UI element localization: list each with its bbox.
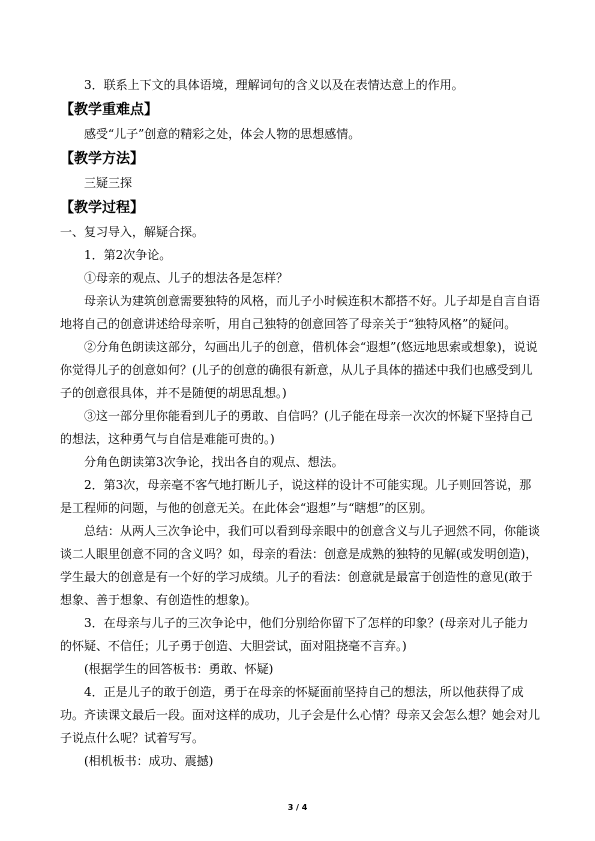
document-body <box>60 74 540 773</box>
methods-text: 三疑三探 <box>84 176 133 190</box>
board-note-1: (根据学生的回答板书：勇敢、怀疑) <box>84 662 274 676</box>
page-number: 3 / 4 <box>287 803 308 812</box>
debate-2-title: 1．第2次争论。 <box>84 248 172 262</box>
question-1: ①母亲的观点、儿子的想法各是怎样？ <box>84 271 289 285</box>
answer-1: 母亲认为建筑创意需要独特的风格，而儿子小时候连积木都搭不好。儿子却是自言自语地将自己的创意讲述给母亲听，用自己独特的创意回答了母亲关于“独特风格”的疑问。 <box>60 294 541 331</box>
objective-3: 3．联系上下文的具体语境，理解词句的含义以及在表情达意上的作用。 <box>84 78 464 92</box>
key-points-text: 感受“儿子”创意的精彩之处，体会人物的思想感情。 <box>84 127 361 141</box>
process-step-1: 一、复习导入，解疑合探。 <box>60 225 205 239</box>
question-2: ②分角色朗读这部分，勾画出儿子的创意，借机体会“遐想”(悠远地思索或想象)，说说你觉得儿子的创意如何？(儿子的创意的确很有新意，从儿子具体的描述中我们也感受到儿子的创意很具体，并不是随便的胡思乱想。) <box>60 340 538 400</box>
board-note-2: (相机板书：成功、震撼) <box>84 754 214 768</box>
section-heading-process: 【教学过程】 <box>60 200 144 216</box>
section-heading-methods: 【教学方法】 <box>60 151 144 167</box>
section-heading-key-points: 【教学重难点】 <box>60 102 158 118</box>
summary-text: 总结：从两人三次争论中，我们可以看到母亲眼中的创意含义与儿子迥然不同，你能谈谈二人眼里创意不同的含义吗？如，母亲的看法：创意是成熟的独特的见解(或发明创造)，学生最大的创意是有一个好的学习成绩。儿子的看法：创意就是最富于创造性的意见(敢于想象、善于想象、有创造性的想象)。 <box>60 524 541 607</box>
success-paragraph: 4．正是儿子的敢于创造，勇于在母亲的怀疑面前坚持自己的想法，所以他获得了成功。齐读课文最后一段。面对这样的成功，儿子会是什么心情？母亲又会怎么想？她会对儿子说点什么呢？试着写写。 <box>60 685 541 745</box>
impression-question: 3．在母亲与儿子的三次争论中，他们分别给你留下了怎样的印象？(母亲对儿子能力的怀疑、不信任；儿子勇于创造、大胆尝试，面对阻挠毫不言弃。) <box>60 616 529 653</box>
question-3: ③这一部分里你能看到儿子的勇敢、自信吗？(儿子能在母亲一次次的怀疑下坚持自己的想法，这种勇气与自信是难能可贵的。) <box>60 409 533 446</box>
reading-task: 分角色朗读第3次争论，找出各自的观点、想法。 <box>84 455 344 469</box>
debate-3-text: 2．第3次，母亲毫不客气地打断儿子，说这样的设计不可能实现。儿子则回答说，那是工程师的问题，与他的创意无关。在此体会“遐想”与“瞎想”的区别。 <box>60 478 532 515</box>
